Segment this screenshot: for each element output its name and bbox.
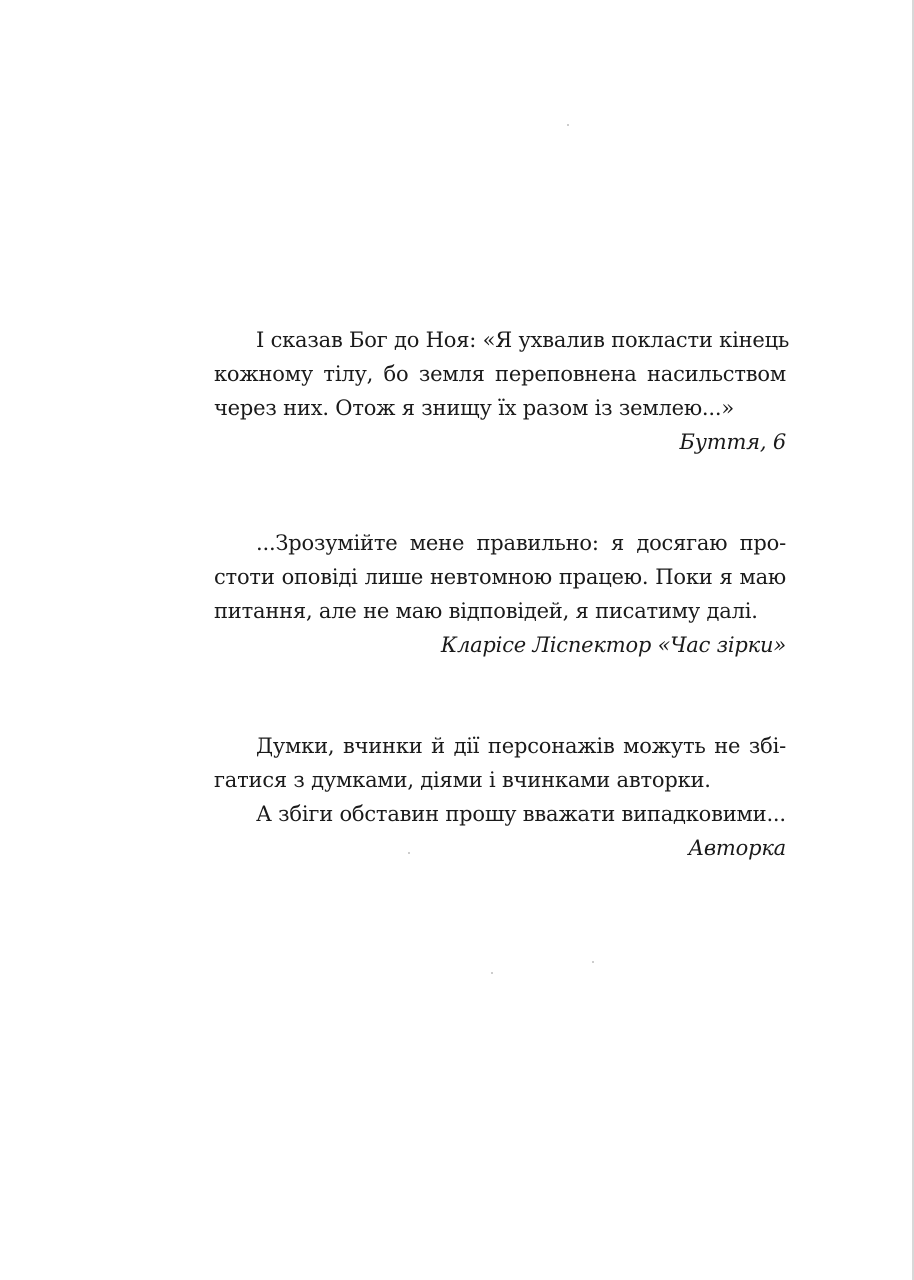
epigraph-line: А збіги обставин прошу вважати випадковими...	[256, 802, 786, 826]
scan-speck	[592, 961, 594, 963]
scan-speck	[491, 972, 493, 974]
epigraph-lispector	[214, 526, 786, 662]
epigraph-genesis	[214, 323, 790, 459]
scan-speck	[408, 852, 410, 854]
epigraph-line: через них. Отож я знищу їх разом із землею...»	[214, 396, 734, 420]
epigraph-line: гатися з думками, діями і вчинками авторки.	[214, 768, 711, 792]
epigraph-line: Думки, вчинки й дії персонажів можуть не збі-	[256, 734, 786, 758]
epigraph-author-note	[214, 729, 786, 865]
epigraph-line: І сказав Бог до Ноя: «Я ухвалив покласти кінець	[256, 328, 790, 352]
epigraph-attribution: Кларісе Ліспектор «Час зірки»	[440, 633, 786, 657]
epigraph-attribution: Авторка	[688, 836, 786, 860]
epigraph-line: стоти оповіді лише невтомною працею. Поки я маю	[214, 565, 786, 589]
epigraph-line: ...Зрозумійте мене правильно: я досягаю про-	[256, 531, 786, 555]
epigraph-line: кожному тілу, бо земля переповнена насильством	[214, 362, 786, 386]
scan-speck	[567, 124, 569, 126]
epigraph-line: питання, але не маю відповідей, я писатиму далі.	[214, 599, 758, 623]
epigraph-attribution: Буття, 6	[679, 430, 786, 454]
